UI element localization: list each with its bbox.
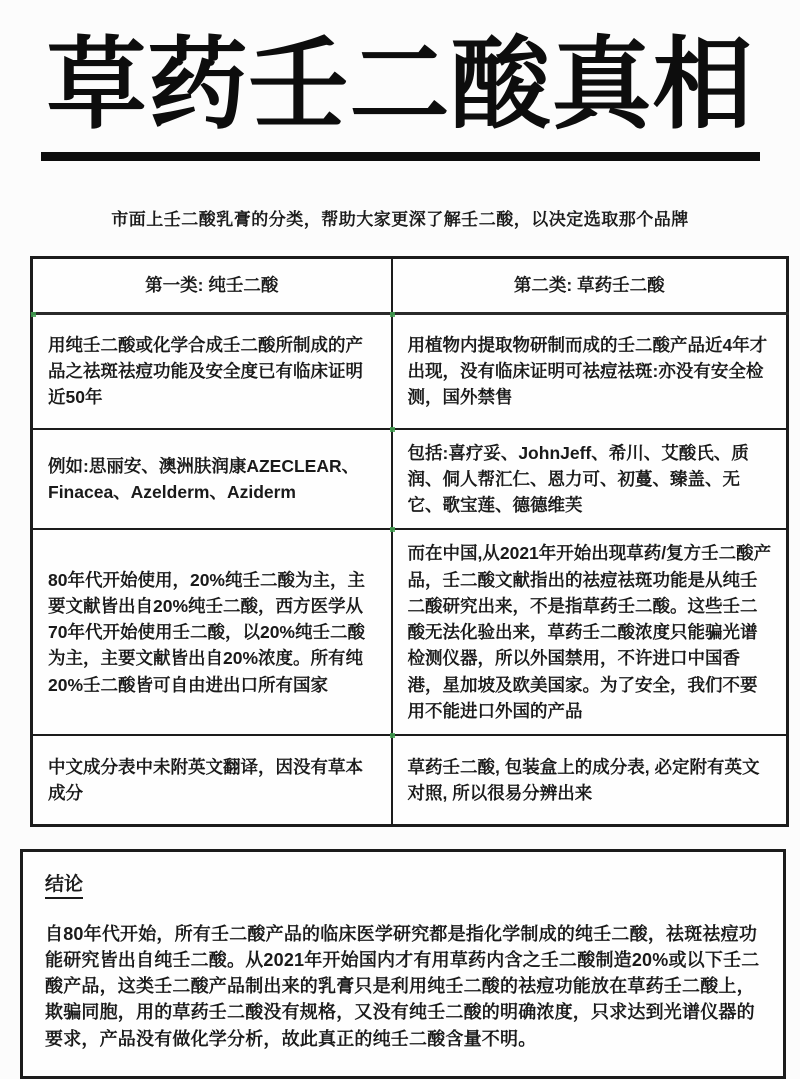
conclusion-heading: 结论 bbox=[45, 869, 83, 899]
cell-herbal-history: 而在中国,从2021年开始出现草药/复方壬二酸产品，壬二酸文献指出的祛痘祛斑功能是从纯壬二酸研究出来，不是指草药壬二酸。这些壬二酸无法化验出来，草药壬二酸浓度只能骗光谱检测仪器，所以外国禁用，不许进口中国香港，星加坡及欧美国家。为了安全，我们不要用不能进口外国的产品 bbox=[392, 529, 788, 735]
table-row-brands bbox=[32, 429, 788, 530]
cell-herbal-brands: 包括:喜疗妥、JohnJeff、希川、艾酸氏、质润、侗人帮汇仁、恩力可、初蔓、臻盖、无它、歌宝莲、德德维芙 bbox=[392, 429, 788, 530]
page-title: 草药壬二酸真相 bbox=[41, 26, 760, 161]
cell-pure-brands: 例如:思丽安、澳洲肤润康AZECLEAR、Finacea、Azelderm、Aziderm bbox=[32, 429, 392, 530]
cell-pure-labeling: 中文成分表中未附英文翻译，因没有草本成分 bbox=[32, 735, 392, 825]
table-row-history bbox=[32, 529, 788, 735]
table-header-herbal: 第二类: 草药壬二酸 bbox=[392, 258, 788, 314]
conclusion-box bbox=[20, 849, 786, 1079]
cell-herbal-labeling: 草药壬二酸, 包装盒上的成分表, 必定附有英文对照, 所以很易分辨出来 bbox=[392, 735, 788, 825]
table-row-labeling bbox=[32, 735, 788, 825]
table-header-pure: 第一类: 纯壬二酸 bbox=[32, 258, 392, 314]
cell-herbal-description: 用植物内提取物研制而成的壬二酸产品近4年才出现，没有临床证明可祛痘祛斑:亦没有安全检测，国外禁售 bbox=[392, 314, 788, 429]
table-row-description bbox=[32, 314, 788, 429]
page-subtitle: 市面上壬二酸乳膏的分类，帮助大家更深了解壬二酸，以决定选取那个品牌 bbox=[111, 210, 689, 229]
table-header-row bbox=[32, 258, 788, 314]
comparison-table bbox=[30, 256, 789, 827]
page-header bbox=[0, 0, 800, 161]
cell-pure-history: 80年代开始使用，20%纯壬二酸为主，主要文献皆出自20%纯壬二酸，西方医学从70年代开始使用壬二酸，以20%纯壬二酸为主，主要文献皆出自20%浓度。所有纯20%壬二酸皆可自由进出口所有国家 bbox=[32, 529, 392, 735]
cell-pure-description: 用纯壬二酸或化学合成壬二酸所制成的产品之祛斑祛痘功能及安全度已有临床证明近50年 bbox=[32, 314, 392, 429]
conclusion-body: 自80年代开始，所有壬二酸产品的临床医学研究都是指化学制成的纯壬二酸，祛斑祛痘功能研究皆出自纯壬二酸。从2021年开始国内才有用草药内含之壬二酸制造20%或以下壬二酸产品，这类壬二酸产品制出来的乳膏只是利用纯壬二酸的祛痘功能放在草药壬二酸上，欺骗同胞，用的草药壬二酸没有规格，又没有纯壬二酸的明确浓度，只求达到光谱仪器的要求，产品没有做化学分析，故此真正的纯壬二酸含量不明。 bbox=[45, 923, 760, 1049]
